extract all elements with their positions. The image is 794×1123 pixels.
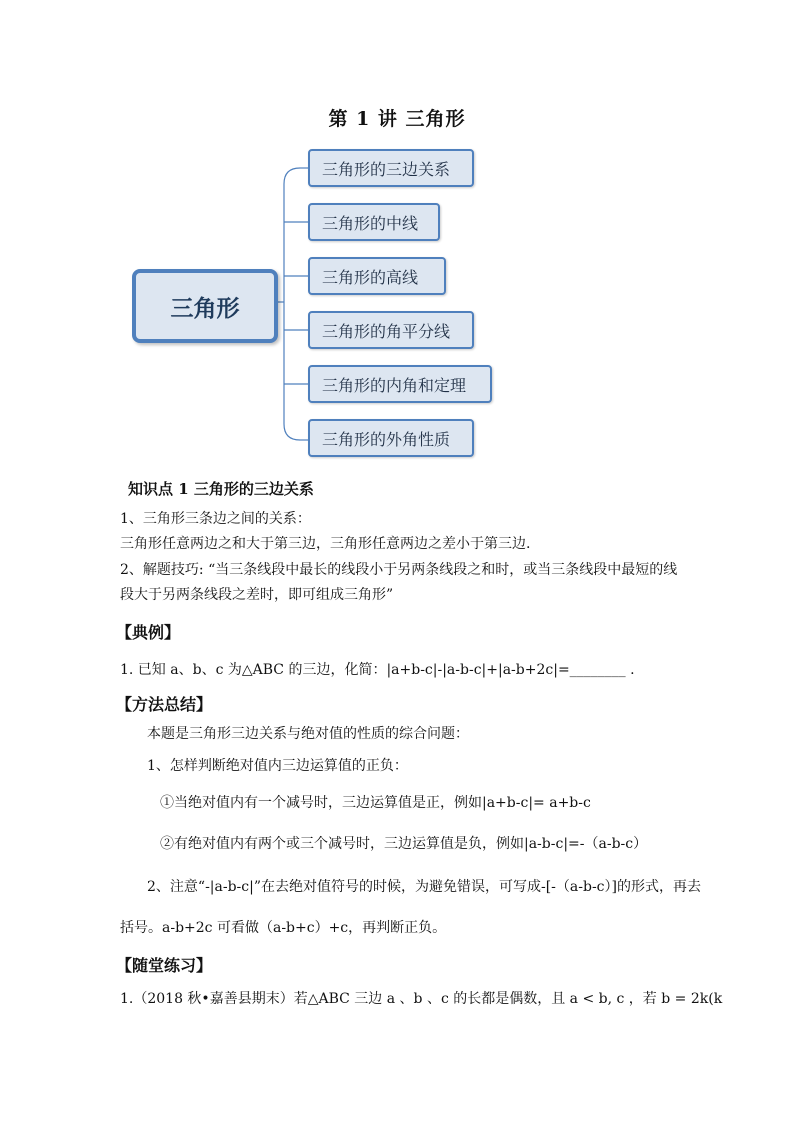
example-heading: 【典例】 xyxy=(116,623,181,642)
paragraph: 段大于另两条线段之差时，即可组成三角形” xyxy=(120,587,394,603)
paragraph: 2、注意“-|a-b-c|”在去绝对值符号的时候，为避免错误，可写成-[-（a-b-c）]的形式，再去 xyxy=(147,879,701,895)
paragraph: 三角形任意两边之和大于第三边，三角形任意两边之差小于第三边. xyxy=(120,536,531,552)
mindmap-node-angle-sum: 三角形的内角和定理 xyxy=(308,365,492,403)
paragraph: 1、三角形三条边之间的关系： xyxy=(120,511,311,527)
paragraph: 本题是三角形三边关系与绝对值的性质的综合问题： xyxy=(147,726,469,742)
page-title: 第 1 讲 三角形 xyxy=(328,108,466,130)
example-question: 1. 已知 a、b、c 为△ABC 的三边，化简：|a+b-c|-|a-b-c|+|a-b+2c|=________ . xyxy=(120,662,635,678)
mindmap-root: 三角形 xyxy=(132,269,278,343)
mindmap-node-sides: 三角形的三边关系 xyxy=(308,149,474,187)
paragraph: 括号。a-b+2c 可看做（a-b+c）+c，再判断正负。 xyxy=(120,920,447,936)
mindmap-node-altitude: 三角形的高线 xyxy=(308,257,446,295)
method-heading: 【方法总结】 xyxy=(116,695,213,714)
practice-heading: 【随堂练习】 xyxy=(116,956,213,975)
mindmap-node-bisector: 三角形的角平分线 xyxy=(308,311,474,349)
mindmap-node-exterior-angle: 三角形的外角性质 xyxy=(308,419,474,457)
paragraph: 1、怎样判断绝对值内三边运算值的正负： xyxy=(147,758,408,774)
paragraph: 2、解题技巧: “当三条线段中最长的线段小于另两条线段之和时，或当三条线段中最短的线 xyxy=(120,562,678,578)
mindmap-node-median: 三角形的中线 xyxy=(308,203,440,241)
practice-question: 1.（2018 秋•嘉善县期末）若△ABC 三边 a 、b 、c 的长都是偶数，且 a < b, c ，若 b = 2k(k xyxy=(120,991,723,1007)
section-heading: 知识点 1 三角形的三边关系 xyxy=(128,480,314,498)
paragraph: ②有绝对值内有两个或三个减号时，三边运算值是负，例如|a-b-c|=-（a-b-c） xyxy=(160,836,648,852)
paragraph: ①当绝对值内有一个减号时，三边运算值是正，例如|a+b-c|= a+b-c xyxy=(160,795,591,811)
